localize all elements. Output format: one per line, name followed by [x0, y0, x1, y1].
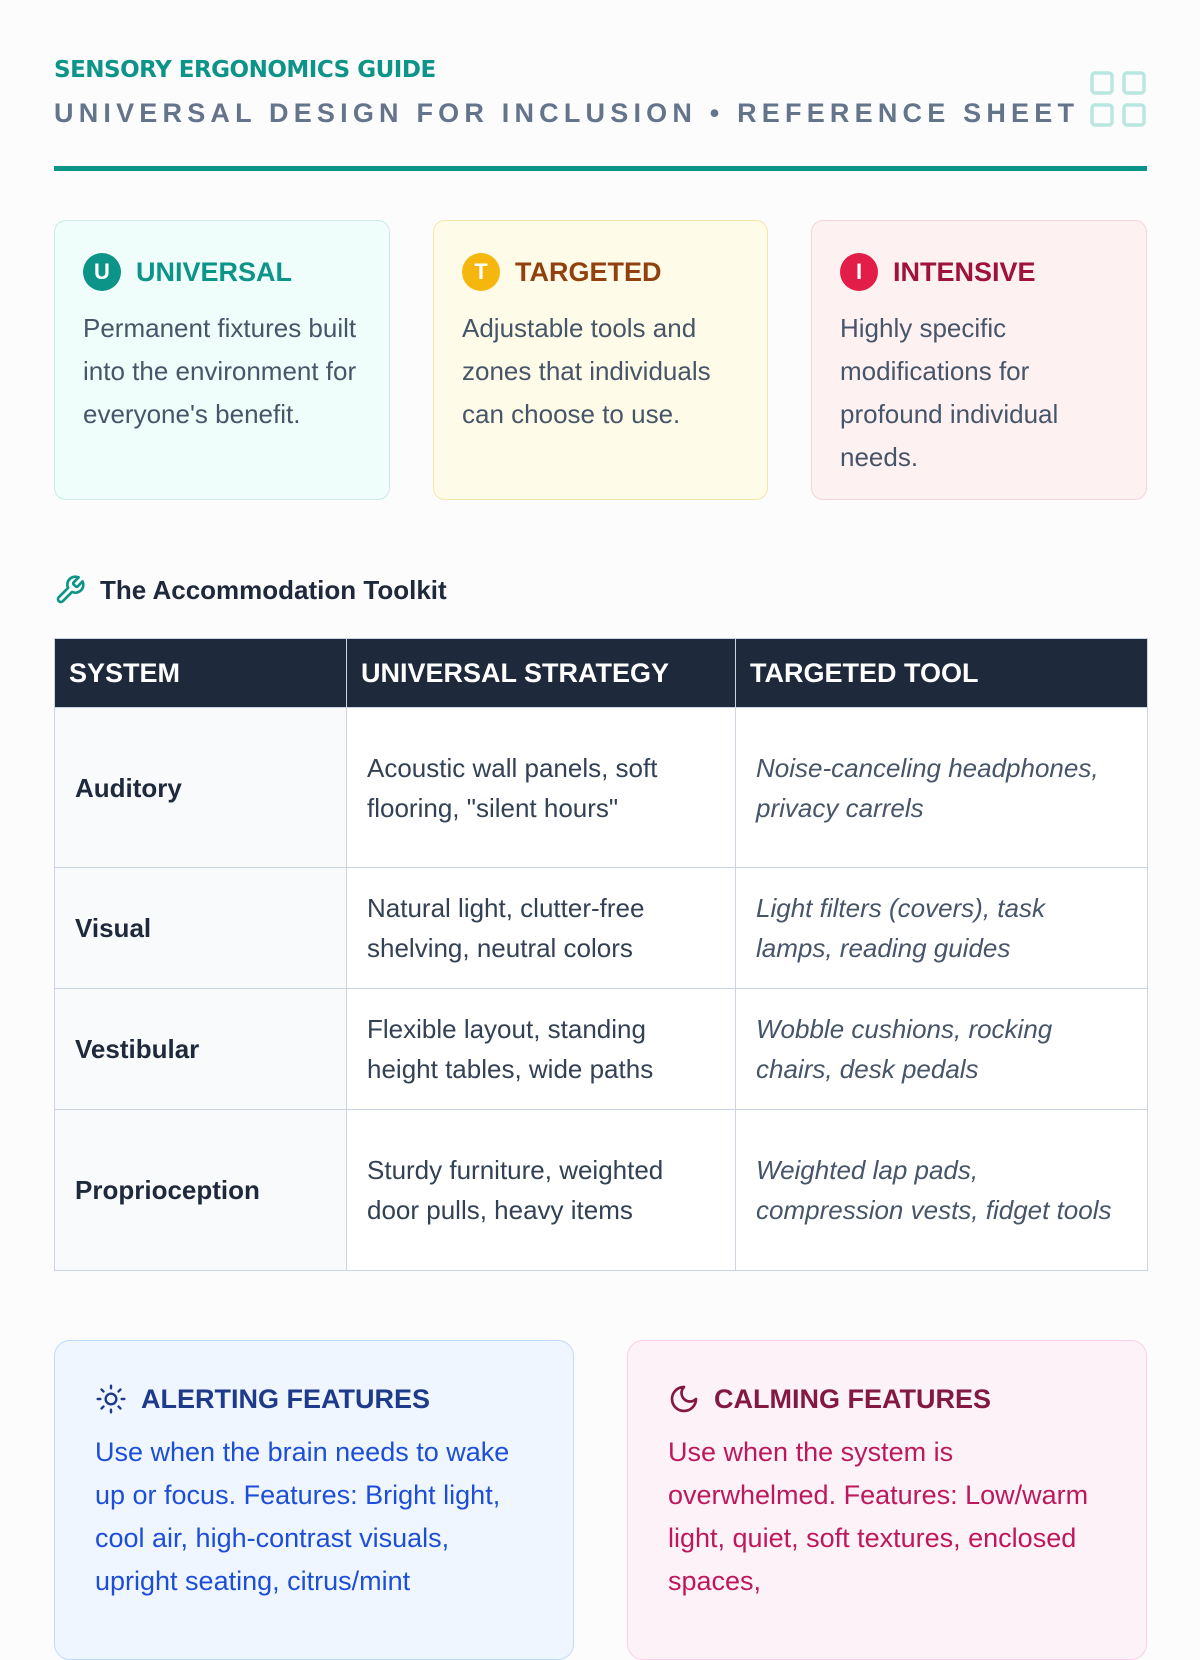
targeted-cell: Wobble cushions, rocking chairs, desk pedals — [736, 989, 1148, 1110]
column-header-system: SYSTEM — [55, 639, 347, 708]
system-cell: Visual — [55, 868, 347, 989]
tier-title: UNIVERSAL — [136, 256, 293, 287]
wrench-icon — [54, 574, 86, 606]
header — [54, 0, 1147, 171]
table-row — [55, 868, 1148, 989]
table-row — [55, 1110, 1148, 1271]
column-header-universal: UNIVERSAL STRATEGY — [347, 639, 736, 708]
tier-card-universal — [54, 220, 390, 500]
targeted-cell: Weighted lap pads, compression vests, fidget tools — [736, 1110, 1148, 1271]
guide-title: SENSORY ERGONOMICS GUIDE — [54, 57, 436, 83]
table-row — [55, 989, 1148, 1110]
toolkit-heading — [54, 574, 447, 606]
intensive-badge-icon: I — [840, 253, 878, 291]
tier-description: Highly specific modifications for profound individual needs. — [840, 313, 1059, 472]
sun-icon — [95, 1383, 127, 1415]
targeted-badge-icon: T — [462, 253, 500, 291]
toolkit-title: The Accommodation Toolkit — [100, 574, 447, 605]
tier-cards — [54, 220, 1147, 502]
universal-cell: Natural light, clutter-free shelving, neutral colors — [347, 868, 736, 989]
targeted-cell: Light filters (covers), task lamps, reading guides — [736, 868, 1148, 989]
moon-icon — [668, 1383, 700, 1415]
calming-title: CALMING FEATURES — [714, 1383, 991, 1414]
grid-icon — [1089, 70, 1147, 128]
universal-cell: Flexible layout, standing height tables, wide paths — [347, 989, 736, 1110]
alerting-description: Use when the brain needs to wake up or focus. Features: Bright light, cool air, high-contrast visuals, upright seating, citrus/mint — [95, 1437, 510, 1596]
guide-subtitle: UNIVERSAL DESIGN FOR INCLUSION • REFERENCE SHEET — [54, 98, 1080, 128]
universal-badge-icon: U — [83, 253, 121, 291]
reference-sheet — [54, 0, 1147, 1596]
tier-description: Adjustable tools and zones that individuals can choose to use. — [462, 313, 711, 429]
calming-description: Use when the system is overwhelmed. Features: Low/warm light, quiet, soft textures, enclosed spaces, — [668, 1437, 1089, 1596]
universal-cell: Acoustic wall panels, soft flooring, "silent hours" — [347, 708, 736, 868]
calming-features-box — [627, 1340, 1147, 1660]
alerting-title: ALERTING FEATURES — [141, 1383, 430, 1414]
tier-card-intensive — [811, 220, 1147, 500]
column-header-targeted: TARGETED TOOL — [736, 639, 1148, 708]
tier-title: INTENSIVE — [893, 256, 1036, 287]
alerting-features-box — [54, 1340, 574, 1660]
system-cell: Auditory — [55, 708, 347, 868]
tier-title: TARGETED — [515, 256, 662, 287]
universal-cell: Sturdy furniture, weighted door pulls, heavy items — [347, 1110, 736, 1271]
table-header-row — [55, 639, 1148, 708]
table-row — [55, 708, 1148, 868]
system-cell: Vestibular — [55, 989, 347, 1110]
tier-description: Permanent fixtures built into the environment for everyone's benefit. — [83, 313, 357, 429]
toolkit-table — [54, 638, 1148, 1271]
targeted-cell: Noise-canceling headphones, privacy carrels — [736, 708, 1148, 868]
tier-card-targeted — [433, 220, 768, 500]
system-cell: Proprioception — [55, 1110, 347, 1271]
